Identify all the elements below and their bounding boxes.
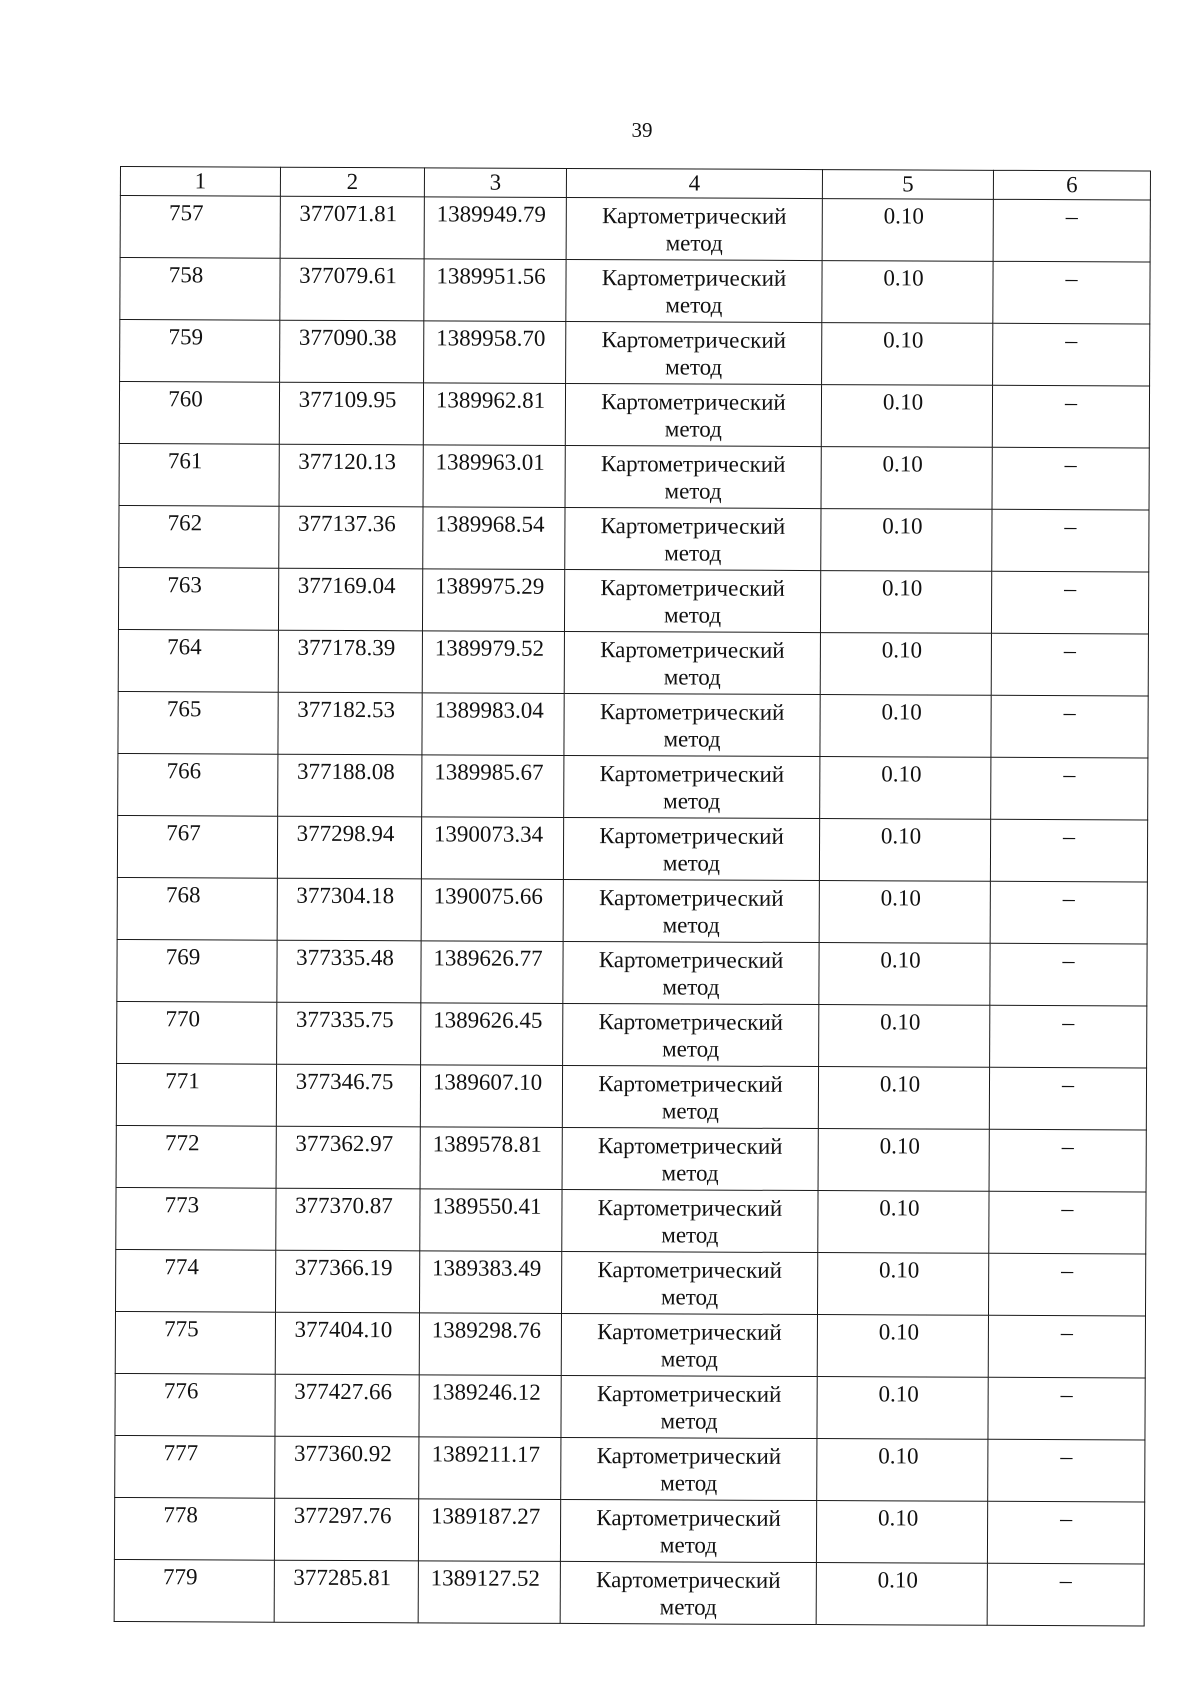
y-coordinate-cell: 1389983.04	[422, 693, 564, 756]
table-row	[115, 1373, 1145, 1439]
accuracy-cell: 0.10	[816, 1501, 987, 1564]
y-coordinate-cell: 1389578.81	[420, 1127, 562, 1190]
page-number: 39	[631, 118, 653, 142]
method-line-2: метод	[665, 292, 723, 318]
accuracy-cell: 0.10	[820, 695, 991, 758]
method-cell	[563, 1003, 819, 1066]
accuracy-cell: 0.10	[821, 385, 992, 448]
method-line-1: Картометрический	[600, 513, 786, 539]
table-row	[119, 443, 1149, 509]
table-row	[120, 196, 1150, 262]
accuracy-cell: 0.10	[817, 1377, 988, 1440]
method-line-2: метод	[662, 974, 720, 1000]
table-row	[117, 815, 1147, 881]
accuracy-cell: 0.10	[821, 509, 992, 572]
method-line-2: метод	[663, 602, 722, 628]
accuracy-cell: 0.10	[817, 1315, 988, 1378]
accuracy-cell: 0.10	[820, 757, 991, 820]
x-coordinate-cell: 377182.53	[278, 692, 422, 755]
column-header-4: 4	[566, 168, 822, 198]
method-cell	[561, 1375, 817, 1438]
method-cell	[560, 1499, 816, 1562]
y-coordinate-cell: 1389963.01	[423, 445, 565, 508]
point-number-cell: 769	[117, 939, 277, 1002]
method-cell	[560, 1561, 816, 1624]
point-number-cell: 760	[119, 382, 279, 445]
accuracy-cell: 0.10	[817, 1253, 988, 1316]
note-cell: –	[989, 1191, 1146, 1254]
note-cell: –	[988, 1377, 1145, 1440]
method-cell	[564, 631, 820, 694]
method-line-1: Картометрический	[599, 823, 784, 849]
point-number-cell: 765	[118, 691, 278, 754]
method-line-1: Картометрический	[597, 1257, 782, 1283]
method-cell	[564, 755, 820, 818]
x-coordinate-cell: 377297.76	[274, 1498, 418, 1561]
table-row	[115, 1435, 1145, 1501]
y-coordinate-cell: 1390075.66	[421, 879, 563, 942]
point-number-cell: 770	[117, 1001, 277, 1064]
y-coordinate-cell: 1389975.29	[422, 569, 564, 632]
x-coordinate-cell: 377137.36	[279, 506, 423, 569]
method-line-2: метод	[664, 478, 722, 504]
method-line-2: метод	[660, 1284, 719, 1310]
note-cell: –	[991, 571, 1148, 634]
method-line-2: метод	[659, 1532, 718, 1558]
point-number-cell: 768	[117, 877, 277, 940]
method-cell	[566, 259, 822, 322]
method-line-2: метод	[663, 788, 721, 814]
method-cell	[565, 507, 821, 570]
note-cell: –	[992, 385, 1149, 448]
method-line-1: Картометрический	[600, 637, 785, 663]
accuracy-cell: 0.10	[819, 819, 990, 882]
note-cell: –	[988, 1253, 1145, 1316]
x-coordinate-cell: 377090.38	[280, 320, 424, 383]
method-cell	[566, 321, 822, 384]
method-line-1: Картометрический	[596, 1381, 782, 1407]
method-cell	[564, 693, 820, 756]
note-cell: –	[991, 633, 1148, 696]
x-coordinate-cell: 377335.75	[277, 1002, 421, 1065]
y-coordinate-cell: 1389127.52	[418, 1561, 560, 1624]
method-cell	[563, 941, 819, 1004]
table-row	[117, 877, 1147, 943]
note-cell: –	[993, 261, 1150, 324]
method-cell	[562, 1127, 818, 1190]
point-number-cell: 762	[119, 505, 279, 568]
method-cell	[561, 1313, 817, 1376]
table-row	[117, 1001, 1147, 1067]
method-line-1: Картометрический	[600, 451, 786, 477]
method-line-1: Картометрический	[598, 1071, 783, 1097]
method-cell	[561, 1251, 817, 1314]
table-row	[118, 753, 1148, 819]
note-cell: –	[992, 509, 1149, 572]
y-coordinate-cell: 1389626.77	[421, 941, 563, 1004]
method-line-1: Картометрический	[599, 699, 785, 725]
column-header-3: 3	[424, 168, 566, 198]
x-coordinate-cell: 377071.81	[280, 196, 424, 259]
method-line-1: Картометрический	[597, 1195, 783, 1221]
y-coordinate-cell: 1389383.49	[419, 1251, 561, 1314]
y-coordinate-cell: 1389550.41	[420, 1189, 562, 1252]
table-row	[118, 567, 1148, 633]
point-number-cell: 771	[116, 1063, 276, 1126]
method-line-1: Картометрический	[600, 575, 785, 601]
method-line-2: метод	[662, 850, 721, 876]
column-header-6: 6	[993, 170, 1150, 200]
point-number-cell: 764	[118, 629, 278, 692]
point-number-cell: 773	[116, 1187, 276, 1250]
method-line-2: метод	[662, 1036, 720, 1062]
accuracy-cell: 0.10	[819, 943, 990, 1006]
method-line-2: метод	[665, 230, 723, 256]
method-line-1: Картометрический	[599, 761, 785, 787]
x-coordinate-cell: 377370.87	[276, 1188, 420, 1251]
method-line-1: Картометрический	[596, 1567, 781, 1593]
x-coordinate-cell: 377079.61	[280, 258, 424, 321]
accuracy-cell: 0.10	[820, 571, 991, 634]
y-coordinate-cell: 1389626.45	[421, 1003, 563, 1066]
method-cell	[563, 817, 819, 880]
x-coordinate-cell: 377427.66	[275, 1374, 419, 1437]
x-coordinate-cell: 377109.95	[279, 382, 423, 445]
note-cell: –	[990, 819, 1147, 882]
column-header-1: 1	[120, 167, 280, 197]
method-line-2: метод	[660, 1408, 718, 1434]
x-coordinate-cell: 377285.81	[274, 1560, 418, 1623]
y-coordinate-cell: 1389979.52	[422, 631, 564, 694]
accuracy-cell: 0.10	[820, 633, 991, 696]
note-cell: –	[991, 757, 1148, 820]
method-line-1: Картометрический	[598, 947, 784, 973]
x-coordinate-cell: 377362.97	[276, 1126, 420, 1189]
method-line-2: метод	[661, 1160, 719, 1186]
accuracy-cell: 0.10	[821, 447, 992, 510]
table-row	[120, 258, 1150, 324]
method-line-2: метод	[663, 726, 721, 752]
table-row	[117, 939, 1147, 1005]
method-line-1: Картометрический	[601, 389, 786, 415]
method-cell	[563, 879, 819, 942]
method-cell	[565, 445, 821, 508]
point-number-cell: 761	[119, 443, 279, 506]
x-coordinate-cell: 377178.39	[278, 630, 422, 693]
note-cell: –	[993, 199, 1150, 262]
y-coordinate-cell: 1389187.27	[418, 1499, 560, 1562]
method-line-2: метод	[665, 354, 723, 380]
x-coordinate-cell: 377335.48	[277, 940, 421, 1003]
point-number-cell: 763	[118, 567, 278, 630]
method-cell	[561, 1437, 817, 1500]
accuracy-cell: 0.10	[817, 1439, 988, 1502]
x-coordinate-cell: 377169.04	[278, 568, 422, 631]
table-row	[116, 1249, 1146, 1315]
y-coordinate-cell: 1389246.12	[419, 1375, 561, 1438]
method-cell	[564, 569, 820, 632]
y-coordinate-cell: 1389985.67	[422, 755, 564, 818]
method-line-1: Картометрический	[596, 1443, 782, 1469]
x-coordinate-cell: 377188.08	[278, 754, 422, 817]
point-number-cell: 767	[117, 815, 277, 878]
x-coordinate-cell: 377366.19	[276, 1250, 420, 1313]
y-coordinate-cell: 1389958.70	[424, 321, 566, 384]
method-line-2: метод	[661, 1222, 719, 1248]
method-line-2: метод	[659, 1594, 717, 1620]
method-line-1: Картометрический	[601, 265, 787, 291]
method-line-2: метод	[660, 1470, 718, 1496]
method-line-2: метод	[664, 540, 722, 566]
method-line-1: Картометрический	[601, 203, 787, 229]
point-number-cell: 779	[114, 1559, 274, 1622]
accuracy-cell: 0.10	[822, 261, 993, 324]
x-coordinate-cell: 377360.92	[275, 1436, 419, 1499]
point-number-cell: 777	[115, 1435, 275, 1498]
method-line-1: Картометрический	[598, 1009, 784, 1035]
method-line-1: Картометрический	[597, 1133, 783, 1159]
point-number-cell: 775	[115, 1311, 275, 1374]
y-coordinate-cell: 1389949.79	[424, 197, 566, 260]
y-coordinate-cell: 1389211.17	[419, 1437, 561, 1500]
table-row	[115, 1311, 1145, 1377]
point-number-cell: 772	[116, 1125, 276, 1188]
note-cell: –	[992, 447, 1149, 510]
accuracy-cell: 0.10	[818, 1067, 989, 1130]
y-coordinate-cell: 1390073.34	[421, 817, 563, 880]
y-coordinate-cell: 1389951.56	[424, 259, 566, 322]
table-row	[114, 1497, 1144, 1563]
point-number-cell: 766	[118, 753, 278, 816]
x-coordinate-cell: 377346.75	[276, 1064, 420, 1127]
table-row	[116, 1187, 1146, 1253]
table-row	[118, 629, 1148, 695]
note-cell: –	[991, 695, 1148, 758]
x-coordinate-cell: 377120.13	[279, 444, 423, 507]
note-cell: –	[987, 1501, 1144, 1564]
point-number-cell: 757	[120, 196, 280, 259]
y-coordinate-cell: 1389968.54	[423, 507, 565, 570]
note-cell: –	[989, 1067, 1146, 1130]
note-cell: –	[990, 943, 1147, 1006]
y-coordinate-cell: 1389298.76	[419, 1313, 561, 1376]
method-line-2: метод	[662, 912, 720, 938]
column-header-2: 2	[280, 167, 424, 197]
table-row	[120, 320, 1150, 386]
table-row	[114, 1559, 1144, 1625]
y-coordinate-cell: 1389607.10	[420, 1065, 562, 1128]
table-row	[116, 1125, 1146, 1191]
x-coordinate-cell: 377404.10	[275, 1312, 419, 1375]
accuracy-cell: 0.10	[818, 1129, 989, 1192]
table-row	[116, 1063, 1146, 1129]
column-header-5: 5	[822, 170, 993, 200]
accuracy-cell: 0.10	[816, 1563, 987, 1626]
note-cell: –	[989, 1129, 1146, 1192]
note-cell: –	[988, 1439, 1145, 1502]
accuracy-cell: 0.10	[818, 1191, 989, 1254]
x-coordinate-cell: 377304.18	[277, 878, 421, 941]
method-line-2: метод	[660, 1346, 718, 1372]
method-line-2: метод	[664, 416, 722, 442]
accuracy-cell: 0.10	[822, 323, 993, 386]
method-line-1: Картометрический	[596, 1505, 781, 1531]
y-coordinate-cell: 1389962.81	[423, 383, 565, 446]
point-number-cell: 776	[115, 1373, 275, 1436]
method-line-1: Картометрический	[598, 885, 784, 911]
x-coordinate-cell: 377298.94	[277, 816, 421, 879]
method-cell	[562, 1189, 818, 1252]
method-line-1: Картометрический	[597, 1319, 782, 1345]
method-cell	[565, 383, 821, 446]
table-row	[119, 382, 1149, 448]
note-cell: –	[993, 323, 1150, 386]
coordinates-table	[114, 166, 1151, 1626]
note-cell: –	[990, 1005, 1147, 1068]
note-cell: –	[988, 1315, 1145, 1378]
method-cell	[566, 197, 822, 260]
note-cell: –	[987, 1563, 1144, 1626]
table-body	[114, 196, 1150, 1626]
header-row	[120, 167, 1150, 200]
point-number-cell: 758	[120, 258, 280, 321]
method-cell	[562, 1065, 818, 1128]
accuracy-cell: 0.10	[819, 881, 990, 944]
method-line-2: метод	[663, 664, 721, 690]
accuracy-cell: 0.10	[822, 199, 993, 262]
table-row	[119, 505, 1149, 571]
accuracy-cell: 0.10	[819, 1005, 990, 1068]
note-cell: –	[990, 881, 1147, 944]
point-number-cell: 778	[114, 1497, 274, 1560]
method-line-2: метод	[661, 1098, 719, 1124]
point-number-cell: 774	[116, 1249, 276, 1312]
point-number-cell: 759	[120, 320, 280, 383]
table-row	[118, 691, 1148, 757]
method-line-1: Картометрический	[601, 327, 787, 353]
